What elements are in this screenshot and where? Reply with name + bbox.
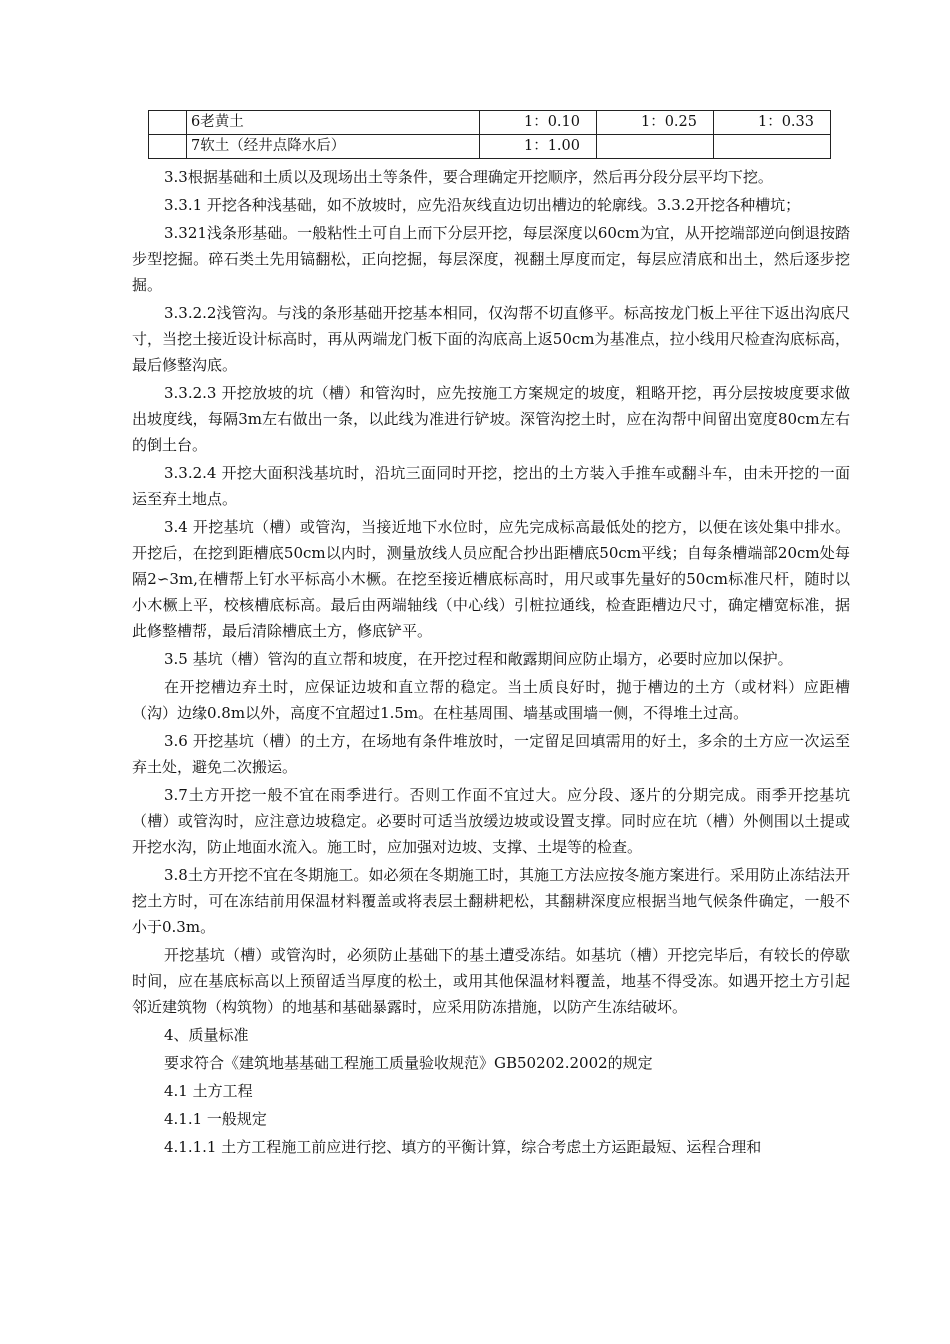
section-heading: 4.1.1 一般规定 bbox=[164, 1110, 267, 1128]
paragraph: 3.5 基坑（槽）管沟的直立帮和坡度，在开挖过程和敞露期间应防止塌方，必要时应加以保护。 bbox=[164, 650, 793, 668]
paragraph: 3.3.1 开挖各种浅基础，如不放坡时，应先沿灰线直边切出槽边的轮廓线。3.3.2开挖各种槽坑； bbox=[164, 196, 801, 214]
paragraph: 3.6 开挖基坑（槽）的土方，在场地有条件堆放时，一定留足回填需用的好土，多余的土方应一次运至弃土处，避免二次搬运。 bbox=[132, 732, 850, 776]
section-heading: 4、质量标准 bbox=[164, 1026, 249, 1044]
paragraph: 3.3.2.2浅管沟。与浅的条形基础开挖基本相同，仅沟帮不切直修平。标高按龙门板上平往下返出沟底尺寸，当挖土接近设计标高时，再从两端龙门板下面的沟底高上返50cm为基准点，拉小线用尺检查沟底标高，最后修整沟底。 bbox=[132, 304, 850, 374]
table-row bbox=[149, 135, 831, 159]
table-cell: 1：0.25 bbox=[597, 111, 714, 135]
section-heading: 4.1 土方工程 bbox=[164, 1082, 253, 1100]
paragraph: 3.3.2.3 开挖放坡的坑（槽）和管沟时，应先按施工方案规定的坡度，粗略开挖，再分层按坡度要求做出坡度线，每隔3m左右做出一条，以此线为准进行铲坡。深管沟挖土时，应在沟帮中间留出宽度80cm左右的倒土台。 bbox=[132, 384, 850, 454]
table-cell: 1：1.00 bbox=[480, 135, 597, 159]
table-cell: 1：0.33 bbox=[714, 111, 831, 135]
table-row bbox=[149, 111, 831, 135]
paragraph: 开挖基坑（槽）或管沟时，必须防止基础下的基土遭受冻结。如基坑（槽）开挖完毕后，有较长的停歇时间，应在基底标高以上预留适当厚度的松土，或用其他保温材料覆盖，地基不得受冻。如遇开挖土方引起邻近建筑物（构筑物）的地基和基础暴露时，应采用防冻措施，以防产生冻结破坏。 bbox=[132, 946, 850, 1016]
paragraph: 3.8土方开挖不宜在冬期施工。如必须在冬期施工时，其施工方法应按冬施方案进行。采用防止冻结法开挖土方时，可在冻结前用保温材料覆盖或将表层土翻耕耙松，其翻耕深度应根据当地气候条件确定，一般不小于0.3m。 bbox=[132, 866, 850, 936]
paragraph: 3.3根据基础和土质以及现场出土等条件，要合理确定开挖顺序，然后再分段分层平均下挖。 bbox=[164, 168, 773, 186]
table-cell bbox=[149, 135, 187, 159]
paragraph: 要求符合《建筑地基基础工程施工质量验收规范》GB50202.2002的规定 bbox=[164, 1054, 653, 1072]
table-cell: 1：0.10 bbox=[480, 111, 597, 135]
document-body bbox=[132, 164, 850, 1162]
paragraph: 3.3.2.4 开挖大面积浅基坑时，沿坑三面同时开挖，挖出的土方装入手推车或翻斗车，由未开挖的一面运至弃土地点。 bbox=[132, 464, 850, 508]
table-cell bbox=[149, 111, 187, 135]
table-cell: 6老黄土 bbox=[187, 111, 480, 135]
paragraph: 3.7土方开挖一般不宜在雨季进行。否则工作面不宜过大。应分段、逐片的分期完成。雨季开挖基坑（槽）或管沟时，应注意边坡稳定。必要时可适当放缓边坡或设置支撑。同时应在坑（槽）外侧围以土提或开挖水沟，防止地面水流入。施工时，应加强对边坡、支撑、土堤等的检查。 bbox=[132, 786, 850, 856]
table-cell: 7软土（经井点降水后） bbox=[187, 135, 480, 159]
paragraph: 3.4 开挖基坑（槽）或管沟，当接近地下水位时，应先完成标高最低处的挖方，以便在该处集中排水。开挖后，在挖到距槽底50cm以内时，测量放线人员应配合抄出距槽底50cm平线；自每条槽端部20cm处每隔2∽3m,在槽帮上钉水平标高小木橛。在挖至接近槽底标高时，用尺或事先量好的50cm标准尺杆，随时以小木橛上平，校核槽底标高。最后由两端轴线（中心线）引桩拉通线，检查距槽边尺寸，确定槽宽标准，据此修整槽帮，最后清除槽底土方，修底铲平。 bbox=[132, 518, 850, 640]
slope-ratio-table bbox=[148, 110, 831, 159]
paragraph: 3.321浅条形基础。一般粘性土可自上而下分层开挖，每层深度以60cm为宜，从开挖端部逆向倒退按踏步型挖掘。碎石类土先用镐翻松，正向挖掘，每层深度，视翻土厚度而定，每层应清底和出土，然后逐步挖掘。 bbox=[132, 224, 850, 294]
table-cell bbox=[714, 135, 831, 159]
paragraph: 在开挖槽边弃土时，应保证边坡和直立帮的稳定。当土质良好时，抛于槽边的土方（或材料）应距槽（沟）边缘0.8m以外，高度不宜超过1.5m。在柱基周围、墙基或围墙一侧，不得堆土过高。 bbox=[132, 678, 850, 722]
table-cell bbox=[597, 135, 714, 159]
paragraph: 4.1.1.1 土方工程施工前应进行挖、填方的平衡计算，综合考虑土方运距最短、运程合理和 bbox=[164, 1138, 762, 1156]
